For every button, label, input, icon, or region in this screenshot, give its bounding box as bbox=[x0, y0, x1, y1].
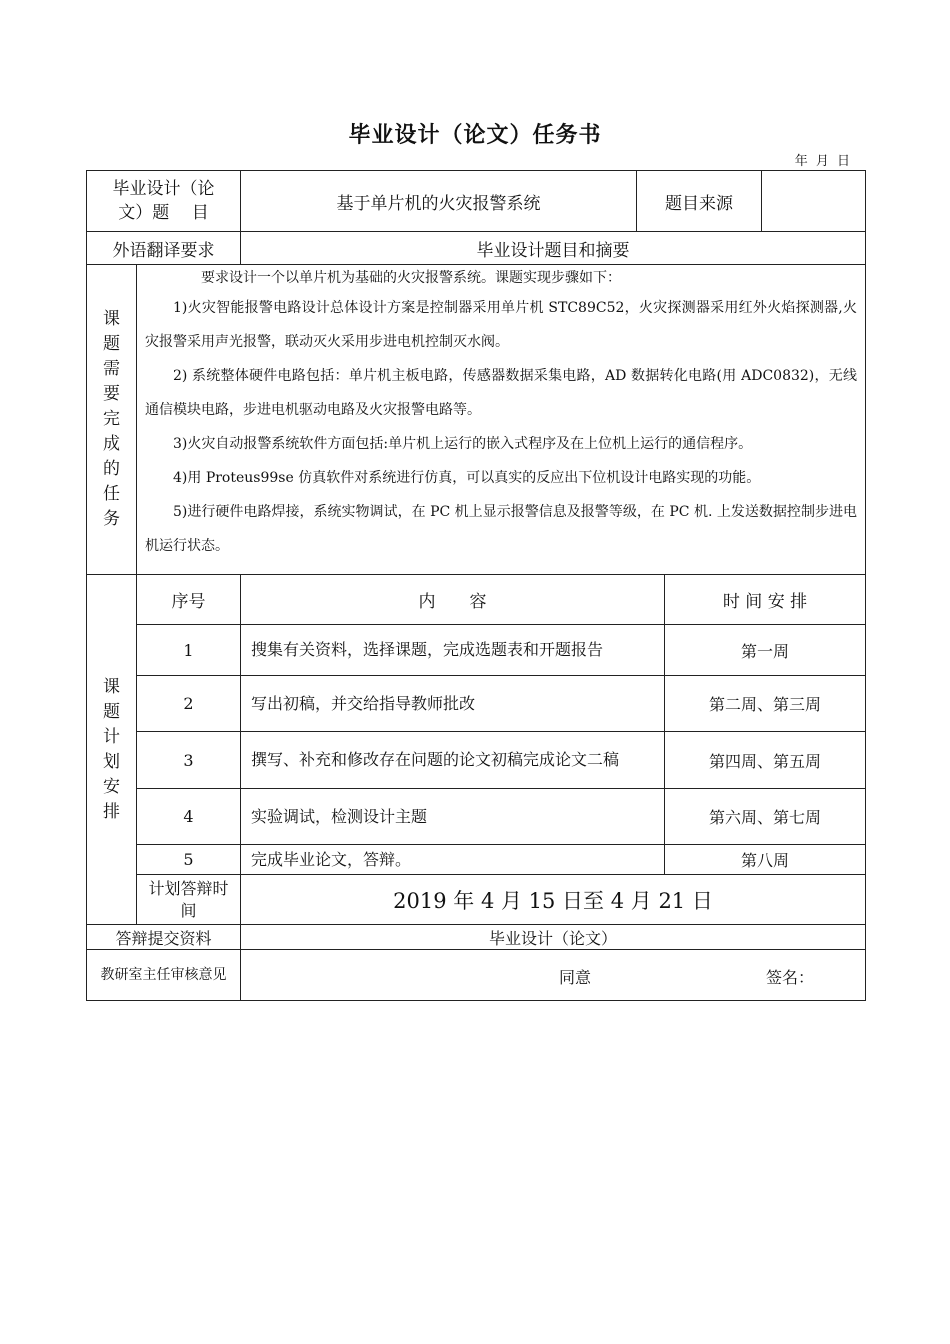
plan-row-content: 实验调试，检测设计主题 bbox=[241, 789, 665, 845]
tasks-body bbox=[137, 265, 866, 575]
translation-value: 毕业设计题目和摘要 bbox=[241, 232, 866, 265]
plan-row-no: 2 bbox=[137, 676, 241, 732]
plan-label: 课题计划安排 bbox=[87, 575, 137, 925]
plan-row-schedule: 第四周、第五周 bbox=[665, 732, 866, 789]
submission-label: 答辩提交资料 bbox=[87, 925, 241, 950]
task-item-5: 5)进行硬件电路焊接，系统实物调试，在 PC 机上显示报警信息及报警等级，在 PC 机. 上发送数据控制步进电机运行状态。 bbox=[145, 504, 857, 554]
plan-row-schedule: 第六周、第七周 bbox=[665, 789, 866, 845]
defense-value: 2019 年 4 月 15 日至 4 月 21 日 bbox=[241, 875, 866, 925]
plan-row-schedule: 第二周、第三周 bbox=[665, 676, 866, 732]
plan-row-content: 完成毕业论文，答辩。 bbox=[241, 845, 665, 875]
task-item-3: 3)火灾自动报警系统软件方面包括:单片机上运行的嵌入式程序及在上位机上运行的通信程序。 bbox=[173, 436, 753, 452]
source-value bbox=[762, 171, 866, 232]
plan-row-content: 写出初稿，并交给指导教师批改 bbox=[241, 676, 665, 732]
signature-label: 签名： bbox=[766, 968, 815, 987]
task-item-2: 2) 系统整体硬件电路包括：单片机主板电路，传感器数据采集电路，AD 数据转化电路(用 ADC0832)，无线通信模块电路，步进电机驱动电路及火灾报警电路等。 bbox=[145, 368, 857, 418]
defense-label: 计划答辩时间 bbox=[137, 875, 241, 925]
review-label: 教研室主任审核意见 bbox=[87, 950, 241, 1001]
date-line: 年 月 日 bbox=[794, 154, 850, 169]
plan-row-no: 3 bbox=[137, 732, 241, 789]
task-intro: 要求设计一个以单片机为基础的火灾报警系统。课题实现步骤如下： bbox=[201, 270, 621, 286]
submission-value: 毕业设计（论文） bbox=[241, 925, 866, 950]
topic-value: 基于单片机的火灾报警系统 bbox=[241, 171, 637, 232]
plan-row-no: 4 bbox=[137, 789, 241, 845]
tasks-label: 课题需要完成的任务 bbox=[87, 265, 137, 575]
review-cell bbox=[241, 950, 866, 1001]
plan-row-no: 1 bbox=[137, 625, 241, 676]
task-item-1: 1)火灾智能报警电路设计总体设计方案是控制器采用单片机 STC89C52，火灾探测器采用红外火焰探测器,火灾报警采用声光报警，联动灭火采用步进电机控制灭水阀。 bbox=[145, 300, 857, 350]
topic-label: 毕业设计（论文）题 目 bbox=[87, 171, 241, 232]
plan-row-no: 5 bbox=[137, 845, 241, 875]
plan-row-content: 撰写、补充和修改存在问题的论文初稿完成论文二稿 bbox=[241, 732, 665, 789]
document-title: 毕业设计（论文）任务书 bbox=[348, 122, 602, 148]
translation-label: 外语翻译要求 bbox=[87, 232, 241, 265]
plan-header-content: 内 容 bbox=[241, 575, 665, 625]
task-item-4: 4)用 Proteus99se 仿真软件对系统进行仿真，可以真实的反应出下位机设计电路实现的功能。 bbox=[173, 470, 761, 486]
plan-header-schedule: 时 间 安 排 bbox=[665, 575, 866, 625]
plan-row-schedule: 第一周 bbox=[665, 625, 866, 676]
plan-row-schedule: 第八周 bbox=[665, 845, 866, 875]
review-opinion: 同意 bbox=[559, 968, 592, 987]
task-table bbox=[86, 170, 866, 1001]
plan-header-no: 序号 bbox=[137, 575, 241, 625]
source-label: 题目来源 bbox=[637, 171, 762, 232]
plan-row-content: 搜集有关资料，选择课题，完成选题表和开题报告 bbox=[241, 625, 665, 676]
